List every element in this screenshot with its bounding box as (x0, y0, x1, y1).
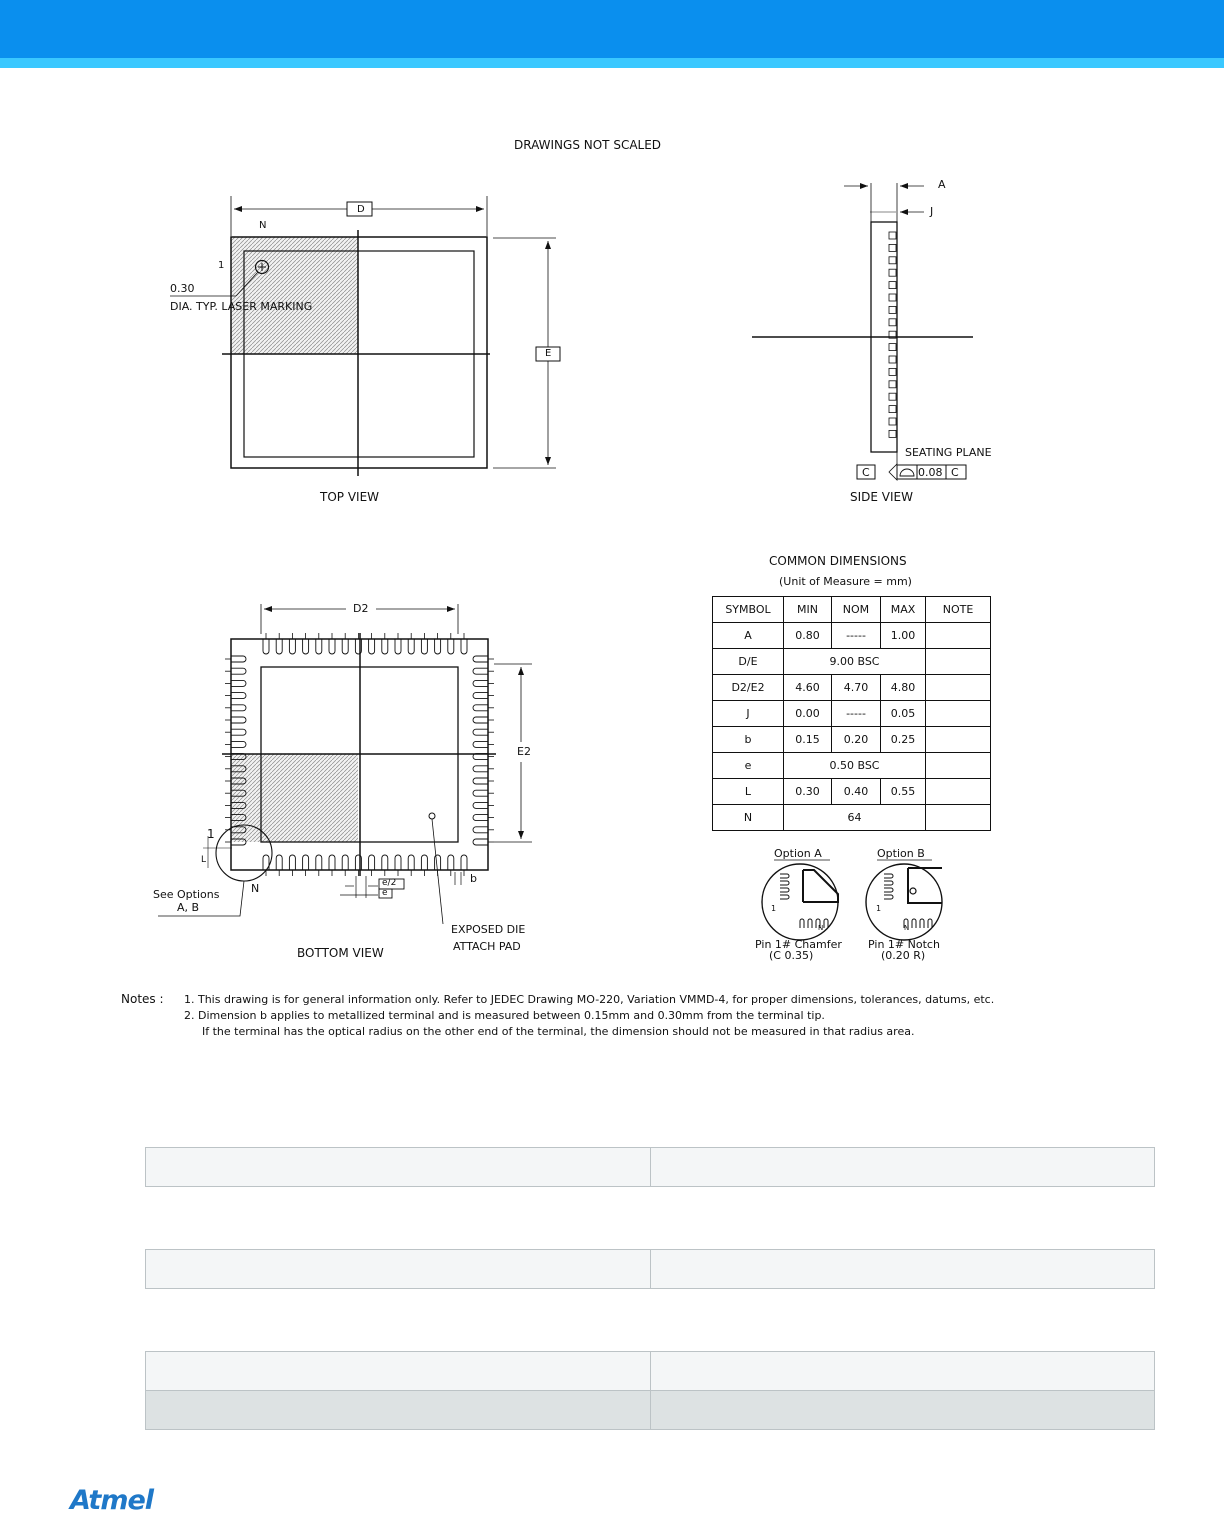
cell: J (713, 701, 784, 727)
table-row (713, 753, 991, 779)
cell: 64 (784, 805, 926, 831)
side-terminal (889, 368, 896, 375)
option-b-label: Option B (877, 847, 925, 860)
info-table-2 (145, 1249, 1155, 1289)
cell: 0.50 BSC (784, 753, 926, 779)
cell (926, 675, 991, 701)
side-terminal (889, 344, 896, 351)
side-view (752, 183, 973, 480)
option-a-detail (762, 860, 838, 940)
top-terminal (395, 639, 401, 654)
top-terminal (421, 639, 427, 654)
option-a-caption-1: Pin 1# Chamfer (755, 938, 842, 951)
top-view (170, 196, 560, 476)
bottom-terminal (329, 855, 335, 870)
left-terminal (231, 741, 246, 747)
right-terminal (473, 680, 488, 686)
cell: 1.00 (881, 623, 926, 649)
exposed-pad-2: ATTACH PAD (453, 940, 521, 953)
table-row (146, 1391, 1155, 1430)
cell: 9.00 BSC (784, 649, 926, 675)
cell: D2/E2 (713, 675, 784, 701)
note-3: If the terminal has the optical radius on the other end of the terminal, the dimension should not be measured in that radius area. (202, 1025, 915, 1038)
side-terminal (889, 306, 896, 313)
bottom-label-d2: D2 (353, 602, 369, 615)
table-row (146, 1352, 1155, 1391)
cell (926, 727, 991, 753)
left-terminal (231, 705, 246, 711)
option-terminal (884, 874, 893, 878)
table-row (713, 805, 991, 831)
table-row (713, 727, 991, 753)
option-terminal (912, 919, 916, 928)
left-terminal (231, 656, 246, 662)
cell: 0.80 (784, 623, 832, 649)
header-nom: NOM (832, 597, 881, 623)
bottom-terminal (382, 855, 388, 870)
cell: 4.80 (881, 675, 926, 701)
top-terminal (342, 639, 348, 654)
cell: 0.40 (832, 779, 881, 805)
side-terminal (889, 282, 896, 289)
bottom-label-e2: E2 (517, 745, 531, 758)
option-a-pin-n: N (818, 924, 824, 932)
top-terminal (408, 639, 414, 654)
header-max: MAX (881, 597, 926, 623)
option-a-caption-2: (C 0.35) (769, 949, 814, 962)
cell: 0.00 (784, 701, 832, 727)
bottom-label-n: N (251, 882, 260, 895)
note-2: 2. Dimension b applies to metallized terminal and is measured between 0.15mm and 0.30mm from the terminal tip. (184, 1009, 825, 1022)
table-cell (146, 1391, 651, 1430)
right-terminal (473, 790, 488, 796)
marking-text: DIA. TYP. LASER MARKING (170, 300, 313, 313)
side-terminal (889, 406, 896, 413)
tolerance-value: 0.08 (918, 466, 943, 479)
right-terminal (473, 802, 488, 808)
right-terminal (473, 668, 488, 674)
top-terminal (316, 639, 322, 654)
option-terminal (928, 919, 932, 928)
see-options: See Options (153, 888, 220, 901)
side-terminal (889, 356, 896, 363)
bottom-terminal (435, 855, 441, 870)
bottom-label-b: b (470, 872, 477, 885)
right-terminal (473, 766, 488, 772)
right-terminal (473, 815, 488, 821)
bottom-terminal (448, 855, 454, 870)
table-row (713, 623, 991, 649)
cell: A (713, 623, 784, 649)
cell: 0.30 (784, 779, 832, 805)
side-label-a: A (938, 178, 946, 191)
option-b-pin1: 1 (876, 904, 882, 913)
right-terminal (473, 705, 488, 711)
table-cell (650, 1148, 1155, 1187)
side-terminal (889, 269, 896, 276)
option-b-caption-1: Pin 1# Notch (868, 938, 940, 951)
option-terminal (920, 919, 924, 928)
seating-plane-label: SEATING PLANE (905, 446, 992, 459)
cell: b (713, 727, 784, 753)
side-terminal (889, 232, 896, 239)
pitch: e (382, 888, 388, 898)
side-terminal (889, 294, 896, 301)
cell (926, 805, 991, 831)
dimensions-header-row (713, 597, 991, 623)
side-terminal (889, 381, 896, 388)
dimensions-subtitle: (Unit of Measure = mm) (779, 575, 912, 588)
bottom-label-1: 1 (207, 827, 215, 841)
option-terminal (780, 881, 789, 885)
top-terminal (303, 639, 309, 654)
marking-size: 0.30 (170, 282, 195, 295)
option-b-pin-n: N (904, 924, 910, 932)
bottom-terminal (421, 855, 427, 870)
table-cell (146, 1250, 651, 1289)
cell: D/E (713, 649, 784, 675)
right-terminal (473, 693, 488, 699)
dimensions-title: COMMON DIMENSIONS (769, 554, 907, 568)
top-terminal (263, 639, 269, 654)
option-terminal (884, 888, 893, 892)
exposed-pad-1: EXPOSED DIE (451, 923, 526, 936)
right-terminal (473, 839, 488, 845)
left-terminal (231, 680, 246, 686)
table-row (713, 649, 991, 675)
option-terminal (824, 919, 828, 928)
cell: 0.25 (881, 727, 926, 753)
bottom-terminal (342, 855, 348, 870)
right-terminal (473, 656, 488, 662)
left-terminal (231, 668, 246, 674)
top-terminal (461, 639, 467, 654)
pitch-half: e/2 (382, 878, 397, 888)
header-note: NOTE (926, 597, 991, 623)
cell: 0.20 (832, 727, 881, 753)
cell: 4.70 (832, 675, 881, 701)
table-cell (650, 1250, 1155, 1289)
notes-label: Notes : (121, 992, 164, 1006)
top-terminal (382, 639, 388, 654)
cell: 4.60 (784, 675, 832, 701)
table-row (146, 1148, 1155, 1187)
info-table-3 (145, 1351, 1155, 1430)
table-cell (146, 1352, 651, 1391)
header-min: MIN (784, 597, 832, 623)
note-1: 1. This drawing is for general information only. Refer to JEDEC Drawing MO-220, Variation VMMD-4, for proper dimensions, tolerances, datums, etc. (184, 993, 995, 1006)
see-options-2: A, B (177, 901, 200, 914)
bottom-terminal (461, 855, 467, 870)
left-terminal (231, 729, 246, 735)
notes (121, 991, 1101, 1041)
info-table-1 (145, 1147, 1155, 1187)
right-terminal (473, 729, 488, 735)
table-cell (146, 1148, 651, 1187)
right-terminal (473, 827, 488, 833)
side-terminal (889, 418, 896, 425)
option-b-caption-2: (0.20 R) (881, 949, 926, 962)
cell: 0.55 (881, 779, 926, 805)
cell: ----- (832, 623, 881, 649)
side-view-caption: SIDE VIEW (850, 490, 913, 504)
datum-c: C (862, 466, 870, 479)
bottom-terminal (303, 855, 309, 870)
right-terminal (473, 741, 488, 747)
table-row (713, 701, 991, 727)
top-view-label-d: D (357, 204, 365, 215)
top-terminal (289, 639, 295, 654)
top-view-label-1: 1 (218, 260, 225, 271)
tolerance-ref: C (951, 466, 959, 479)
option-a-label: Option A (774, 847, 822, 860)
table-cell (650, 1391, 1155, 1430)
table-row (146, 1250, 1155, 1289)
right-terminal (473, 717, 488, 723)
table-row (713, 779, 991, 805)
bottom-terminal (408, 855, 414, 870)
side-terminal (889, 319, 896, 326)
top-terminal (276, 639, 282, 654)
option-terminal (780, 888, 789, 892)
cell (926, 779, 991, 805)
top-terminal (448, 639, 454, 654)
right-terminal (473, 778, 488, 784)
header-symbol: SYMBOL (713, 597, 784, 623)
bottom-terminal (289, 855, 295, 870)
cell: N (713, 805, 784, 831)
side-terminal (889, 244, 896, 251)
option-terminal (884, 881, 893, 885)
cell: e (713, 753, 784, 779)
atmel-logo: Atmel (70, 1485, 154, 1516)
left-terminal (231, 693, 246, 699)
table-row (713, 675, 991, 701)
side-terminal (889, 430, 896, 437)
cell (926, 753, 991, 779)
bottom-terminal (276, 855, 282, 870)
cell: L (713, 779, 784, 805)
option-terminal (780, 895, 789, 899)
side-terminal (889, 257, 896, 264)
top-view-label-e: E (545, 348, 552, 359)
option-a-pin1: 1 (771, 904, 777, 913)
cell (926, 649, 991, 675)
table-cell (650, 1352, 1155, 1391)
top-terminal (369, 639, 375, 654)
cell: 0.15 (784, 727, 832, 753)
drawing-title: DRAWINGS NOT SCALED (514, 138, 662, 152)
cell (926, 623, 991, 649)
side-terminal (889, 393, 896, 400)
option-terminal (808, 919, 812, 928)
bottom-view-caption: BOTTOM VIEW (297, 946, 384, 960)
top-terminal (329, 639, 335, 654)
cell (926, 701, 991, 727)
side-label-j: J (930, 205, 934, 218)
bottom-terminal (316, 855, 322, 870)
option-terminal (780, 874, 789, 878)
option-terminal (800, 919, 804, 928)
top-view-caption: TOP VIEW (320, 490, 380, 504)
top-terminal (435, 639, 441, 654)
left-terminal (231, 717, 246, 723)
top-view-label-n: N (259, 220, 267, 231)
dimensions-table (712, 596, 991, 831)
bottom-terminal (395, 855, 401, 870)
cell: 0.05 (881, 701, 926, 727)
cell: ----- (832, 701, 881, 727)
option-terminal (884, 895, 893, 899)
bottom-label-l: L (201, 855, 207, 865)
bottom-terminal (369, 855, 375, 870)
